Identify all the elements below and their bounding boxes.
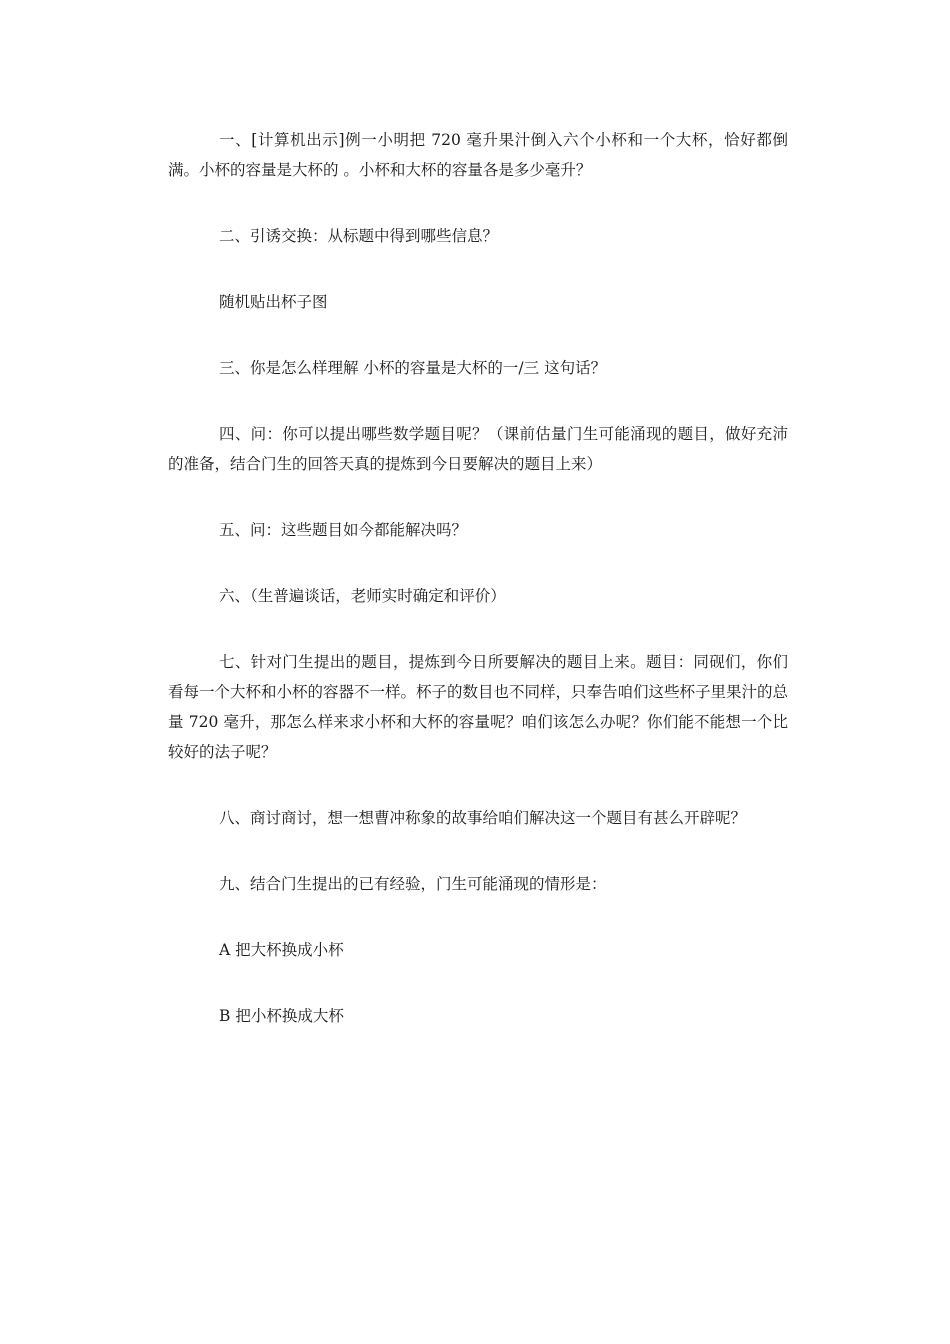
paragraph-guide-exchange: 二、引诱交换：从标题中得到哪些信息？ [219, 227, 499, 245]
paragraph-can-solve: 五、问：这些题目如今都能解决吗？ [219, 521, 468, 539]
paragraph-refine-question: 七、针对门生提出的题目，提炼到今日所要解决的题目上来。题目：同砚们，你们看每一个大杯和小杯的容器不一样。杯子的数目也不同样，只奉告咱们这些杯子里果汁的总量 720 毫升，那怎么样来求小杯和大杯的容量呢？咱们该怎么办呢？你们能不能想一个比较好的法子呢？ [168, 653, 789, 761]
paragraph-discussion: 六、（生普遍谈话，老师实时确定和评价） [219, 587, 506, 605]
paragraph-option-b: B 把小杯换成大杯 [219, 1007, 344, 1025]
paragraph-option-a: A 把大杯换成小杯 [219, 941, 344, 959]
paragraph-understanding: 三、你是怎么样理解 小杯的容量是大杯的一/三 这句话？ [219, 359, 607, 377]
paragraph-example-problem: 一、[计算机出示]例一小明把 720 毫升果汁倒入六个小杯和一个大杯，恰好都倒满。小杯的容量是大杯的 。小杯和大杯的容量各是多少毫升？ [168, 131, 788, 179]
paragraph-post-cup-picture: 随机贴出杯子图 [219, 293, 328, 311]
document-body [168, 125, 788, 1067]
paragraph-cao-chong: 八、商讨商讨，想一想曹冲称象的故事给咱们解决这一个题目有甚么开辟呢？ [219, 809, 747, 827]
paragraph-ask-questions: 四、问：你可以提出哪些数学题目呢？（课前估量门生可能涌现的题目，做好充沛的准备，结合门生的回答天真的提炼到今日要解决的题目上来） [168, 425, 788, 473]
paragraph-experience: 九、结合门生提出的已有经验，门生可能涌现的情形是： [219, 875, 607, 893]
